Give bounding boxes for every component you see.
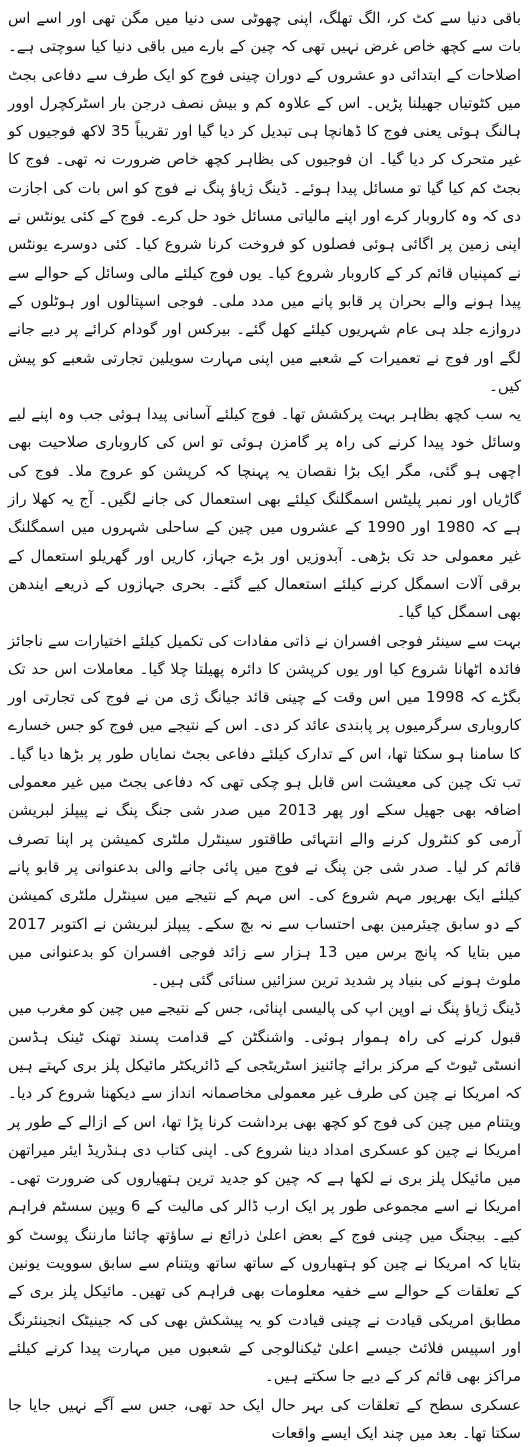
article-paragraph-2: یہ سب کچھ بظاہر بہت پرکشش تھا۔ فوج کیلئے آسانی پیدا ہوئی جب وہ اپنے لیے وسائل خود پیدا کرنے کی راہ پر گامزن ہوئی تو اس کی کاروباری صلاحیت بھی اچھی ہو گئی، مگر ایک بڑا نقصان یہ پہنچا کہ کرپشن کو عروج ملا۔ فوج کی گاڑیاں اور نمبر پلیٹس اسمگلنگ کیلئے بھی استعمال کی جانے لگیں۔ آج یہ کھلا راز ہے کہ 1980 اور 1990 کے عشروں میں چین کے ساحلی شہروں میں اسمگلنگ غیر معمولی حد تک بڑھی۔ آبدوزیں اور بڑے جہاز، کاریں اور گھریلو استعمال کے برقی آلات اسمگل کرنے کیلئے استعمال کیے گئے۔ بحری جہازوں کے ذریعے ایندھن بھی اسمگل کیا گیا۔ — [8, 405, 521, 622]
article-paragraph-4: ڈینگ ژیاؤ پنگ نے اوپن اپ کی پالیسی اپنائی، جس کے نتیجے میں چین کو مغرب میں قبول کرنے کی راہ ہموار ہوئی۔ واشنگٹن کے قدامت پسند تھنک ٹینک ہڈسن انسٹی ٹیوٹ کے مرکز برائے چائنیز اسٹریٹجی کے ڈائریکٹر مائیکل پلز بری کہتے ہیں کہ امریکا نے چین کی طرف غیر معمولی مخاصمانہ انداز سے دیکھنا شروع کر دیا۔ ویتنام میں چین کی فوج کو کچھ بھی برداشت کرنا پڑا تھا، اس کے ازالے کے طور پر امریکا نے چین کو عسکری امداد دینا شروع کی۔ اپنی کتاب دی ہنڈریڈ ایئر میراتھن میں مائیکل پلز بری نے لکھا ہے کہ چین کو جدید ترین ہتھیاروں کی ضرورت تھی۔ امریکا نے اسے مجموعی طور پر ایک ارب ڈالر کی مالیت کے 6 ویپن سسٹم فراہم کیے۔ بیجنگ میں چینی فوج کے بعض اعلیٰ ذرائع نے ساؤتھ چائنا مارننگ پوسٹ کو بتایا کہ امریکا نے چین کو ہتھیاروں کے ساتھ ساتھ ویتنام سے سابق سوویت یونین کے تعلقات کے حوالے سے خفیہ معلومات بھی فراہم کی تھیں۔ مائیکل پلز بری کے مطابق امریکی قیادت نے چینی قیادت کو یہ پیشکش بھی کی کہ جینیٹک انجینئرنگ اور اسپیس فلائٹ جیسے اعلیٰ ٹیکنالوجی کے شعبوں میں مہارت پیدا کرنے کیلئے مراکز بھی قائم کر کے دیے جا سکتے ہیں۔ — [8, 999, 522, 1386]
article-paragraph-5: عسکری سطح کے تعلقات کی بہر حال ایک حد تھی، جس سے آگے نہیں جایا جا سکتا تھا۔ بعد میں چند ایک ایسے واقعات — [8, 1395, 521, 1442]
article-paragraph-3: بہت سے سینئر فوجی افسران نے ذاتی مفادات کی تکمیل کیلئے اختیارات سے ناجائز فائدہ اٹھانا شروع کیا اور یوں کرپشن کا دائرہ پھیلتا چلا گیا۔ معاملات اس حد تک بگڑے کہ 1998 میں اس وقت کے چینی قائد جیانگ ژی من نے فوج کی تجارتی اور کاروباری سرگرمیوں پر پابندی عائد کر دی۔ اس کے نتیجے میں فوج کو جس خسارے کا سامنا ہو سکتا تھا، اس کے تدارک کیلئے دفاعی بجٹ نمایاں طور پر بڑھا دیا گیا۔ تب تک چین کی معیشت اس قابل ہو چکی تھی کہ دفاعی بجٹ میں غیر معمولی اضافہ بھی جھیل سکے اور پھر 2013 میں صدر شی جنگ پنگ نے پیپلز لبریشن آرمی کو کنٹرول کرنے والے انتہائی طاقتور سینٹرل ملٹری کمیشن پر اپنا تصرف قائم کر لیا۔ صدر شی جن پنگ نے فوج میں پائی جانے والی بدعنوانی پر قابو پانے کیلئے ایک بھرپور مہم شروع کی۔ اس مہم کے نتیجے میں سینٹرل ملٹری کمیشن کے دو سابق چیئرمین بھی احتساب سے نہ بچ سکے۔ پیپلز لبریشن نے اکتوبر 2017 میں بتایا کہ پانچ برس میں 13 ہزار سے زائد فوجی افسران کو بدعنوانی میں ملوث ہونے کی بنیاد پر شدید ترین سزائیں سنائی گئی ہیں۔ — [8, 631, 521, 990]
article-paragraph-1: باقی دنیا سے کٹ کر، الگ تھلگ، اپنی چھوٹی سی دنیا میں مگن تھی اور اسے اس بات سے کچھ خاص غرض نہیں تھی کہ چین کے بارے میں باقی دنیا کیا سوچتی ہے۔ اصلاحات کے ابتدائی دو عشروں کے دوران چینی فوج کو ایک طرف سے دفاعی بجٹ میں کٹوتیاں جھیلنا پڑیں۔ اس کے علاوہ کم و بیش نصف درجن بار اسٹرکچرل اوور ہالنگ ہوئی یعنی فوج کا ڈھانچا ہی تبدیل کر دیا گیا اور تقریباً 35 لاکھ فوجیوں کو غیر متحرک کر دیا گیا۔ ان فوجیوں کی بظاہر کچھ خاص ضرورت نہ تھی۔ فوج کا بجٹ کم کیا گیا تو مسائل پیدا ہوئے۔ ڈینگ ژیاؤ پنگ نے فوج کو اس بات کی اجازت دی کہ وہ کاروبار کرے اور اپنے مالیاتی مسائل خود حل کرے۔ فوج کے کئی یونٹس نے اپنی زمین پر اگائی ہوئی فصلوں کو فروخت کرنا شروع کیا۔ کئی دوسرے یونٹس نے کمپنیاں قائم کر کے کاروبار شروع کیا۔ یوں فوج کیلئے مالی وسائل کے حوالے سے پیدا ہونے والے بحران پر قابو پانے میں مدد ملی۔ فوجی اسپتالوں اور ہوٹلوں کے دروازے جلد ہی عام شہریوں کیلئے کھل گئے۔ بیرکس اور گودام کرائے پر دیے جانے لگے اور فوج نے تعمیرات کے شعبے میں اپنی مہارت سویلین تجارتی شعبے کو پیش کیں۔ — [8, 9, 521, 395]
